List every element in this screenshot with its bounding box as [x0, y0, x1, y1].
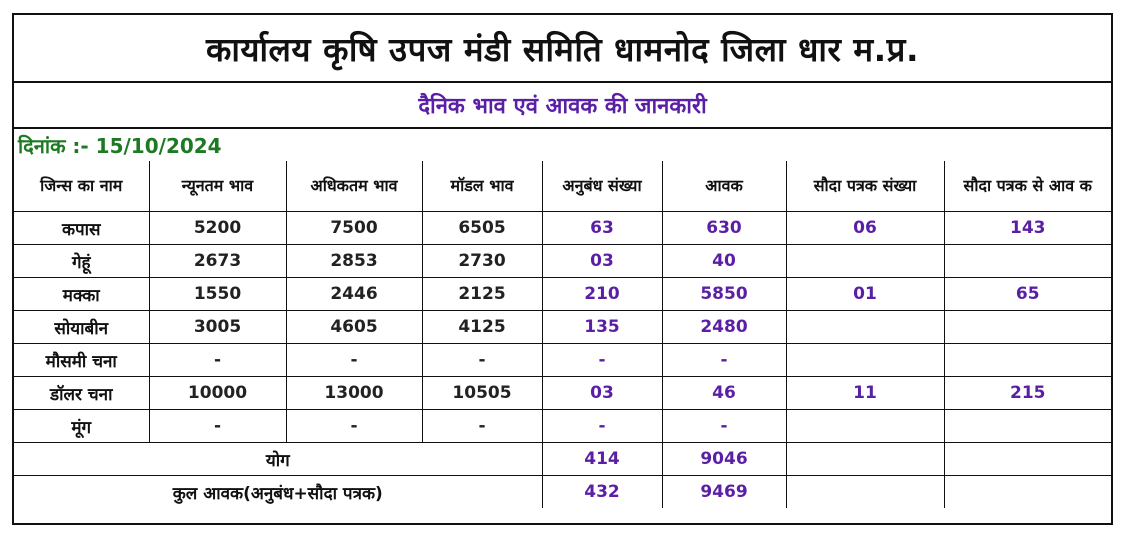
contract-count: - — [542, 344, 662, 377]
max-price: - — [286, 410, 422, 443]
deal-slip-arrival: 143 — [944, 212, 1111, 245]
table-row — [14, 344, 1111, 377]
report-subtitle: दैनिक भाव एवं आवक की जानकारी — [14, 83, 1111, 129]
header-model-price: मॉडल भाव — [422, 161, 542, 212]
total-arrival: 9046 — [662, 443, 786, 476]
contract-count: 03 — [542, 245, 662, 278]
arrival: 46 — [662, 377, 786, 410]
grand-total-contract-count: 432 — [542, 476, 662, 509]
grand-total-row — [14, 476, 1111, 509]
model-price: 6505 — [422, 212, 542, 245]
total-contract-count: 414 — [542, 443, 662, 476]
office-title: कार्यालय कृषि उपज मंडी समिति धामनोद जिला धार म.प्र. — [14, 15, 1111, 83]
arrival: 40 — [662, 245, 786, 278]
commodity-name: मूंग — [14, 410, 149, 443]
arrival: 5850 — [662, 278, 786, 311]
deal-slip-count: 06 — [786, 212, 944, 245]
deal-slip-arrival: 215 — [944, 377, 1111, 410]
min-price: 2673 — [149, 245, 286, 278]
deal-slip-arrival: 65 — [944, 278, 1111, 311]
arrival: - — [662, 344, 786, 377]
header-max-price: अधिकतम भाव — [286, 161, 422, 212]
min-price: 3005 — [149, 311, 286, 344]
header-arrival: आवक — [662, 161, 786, 212]
grand-total-label: कुल आवक(अनुबंध+सौदा पत्रक) — [14, 476, 542, 509]
contract-count: 210 — [542, 278, 662, 311]
min-price: 5200 — [149, 212, 286, 245]
grand-total-empty-cell — [786, 476, 944, 509]
commodity-name: मक्का — [14, 278, 149, 311]
commodity-name: गेहूं — [14, 245, 149, 278]
header-deal-slip-count: सौदा पत्रक संख्या — [786, 161, 944, 212]
grand-total-arrival: 9469 — [662, 476, 786, 509]
price-arrival-table — [14, 161, 1111, 508]
contract-count: 63 — [542, 212, 662, 245]
deal-slip-count: 11 — [786, 377, 944, 410]
table-row — [14, 245, 1111, 278]
model-price: - — [422, 344, 542, 377]
table-row — [14, 311, 1111, 344]
max-price: 2853 — [286, 245, 422, 278]
model-price: 4125 — [422, 311, 542, 344]
table-row — [14, 410, 1111, 443]
model-price: 2125 — [422, 278, 542, 311]
max-price: 2446 — [286, 278, 422, 311]
total-empty-cell — [944, 443, 1111, 476]
deal-slip-count: 01 — [786, 278, 944, 311]
model-price: 10505 — [422, 377, 542, 410]
deal-slip-count — [786, 311, 944, 344]
min-price: - — [149, 410, 286, 443]
header-contract-count: अनुबंध संख्या — [542, 161, 662, 212]
total-empty-cell — [786, 443, 944, 476]
contract-count: - — [542, 410, 662, 443]
table-row — [14, 212, 1111, 245]
grand-total-empty-cell — [944, 476, 1111, 509]
deal-slip-arrival — [944, 344, 1111, 377]
contract-count: 03 — [542, 377, 662, 410]
table-row — [14, 377, 1111, 410]
max-price: 4605 — [286, 311, 422, 344]
header-min-price: न्यूनतम भाव — [149, 161, 286, 212]
deal-slip-count — [786, 245, 944, 278]
max-price: 7500 — [286, 212, 422, 245]
deal-slip-count — [786, 410, 944, 443]
commodity-name: कपास — [14, 212, 149, 245]
report-frame — [12, 13, 1113, 525]
commodity-name: मौसमी चना — [14, 344, 149, 377]
commodity-name: डॉलर चना — [14, 377, 149, 410]
header-deal-slip-arrival: सौदा पत्रक से आव क — [944, 161, 1111, 212]
min-price: 1550 — [149, 278, 286, 311]
table-row — [14, 278, 1111, 311]
max-price: 13000 — [286, 377, 422, 410]
model-price: 2730 — [422, 245, 542, 278]
total-label: योग — [14, 443, 542, 476]
commodity-name: सोयाबीन — [14, 311, 149, 344]
min-price: 10000 — [149, 377, 286, 410]
deal-slip-arrival — [944, 410, 1111, 443]
table-header-row — [14, 161, 1111, 212]
header-commodity: जिन्स का नाम — [14, 161, 149, 212]
deal-slip-arrival — [944, 245, 1111, 278]
report-date: दिनांक :- 15/10/2024 — [18, 133, 222, 158]
model-price: - — [422, 410, 542, 443]
arrival: - — [662, 410, 786, 443]
arrival: 630 — [662, 212, 786, 245]
arrival: 2480 — [662, 311, 786, 344]
total-row — [14, 443, 1111, 476]
contract-count: 135 — [542, 311, 662, 344]
deal-slip-count — [786, 344, 944, 377]
max-price: - — [286, 344, 422, 377]
deal-slip-arrival — [944, 311, 1111, 344]
min-price: - — [149, 344, 286, 377]
table-body — [14, 212, 1111, 509]
